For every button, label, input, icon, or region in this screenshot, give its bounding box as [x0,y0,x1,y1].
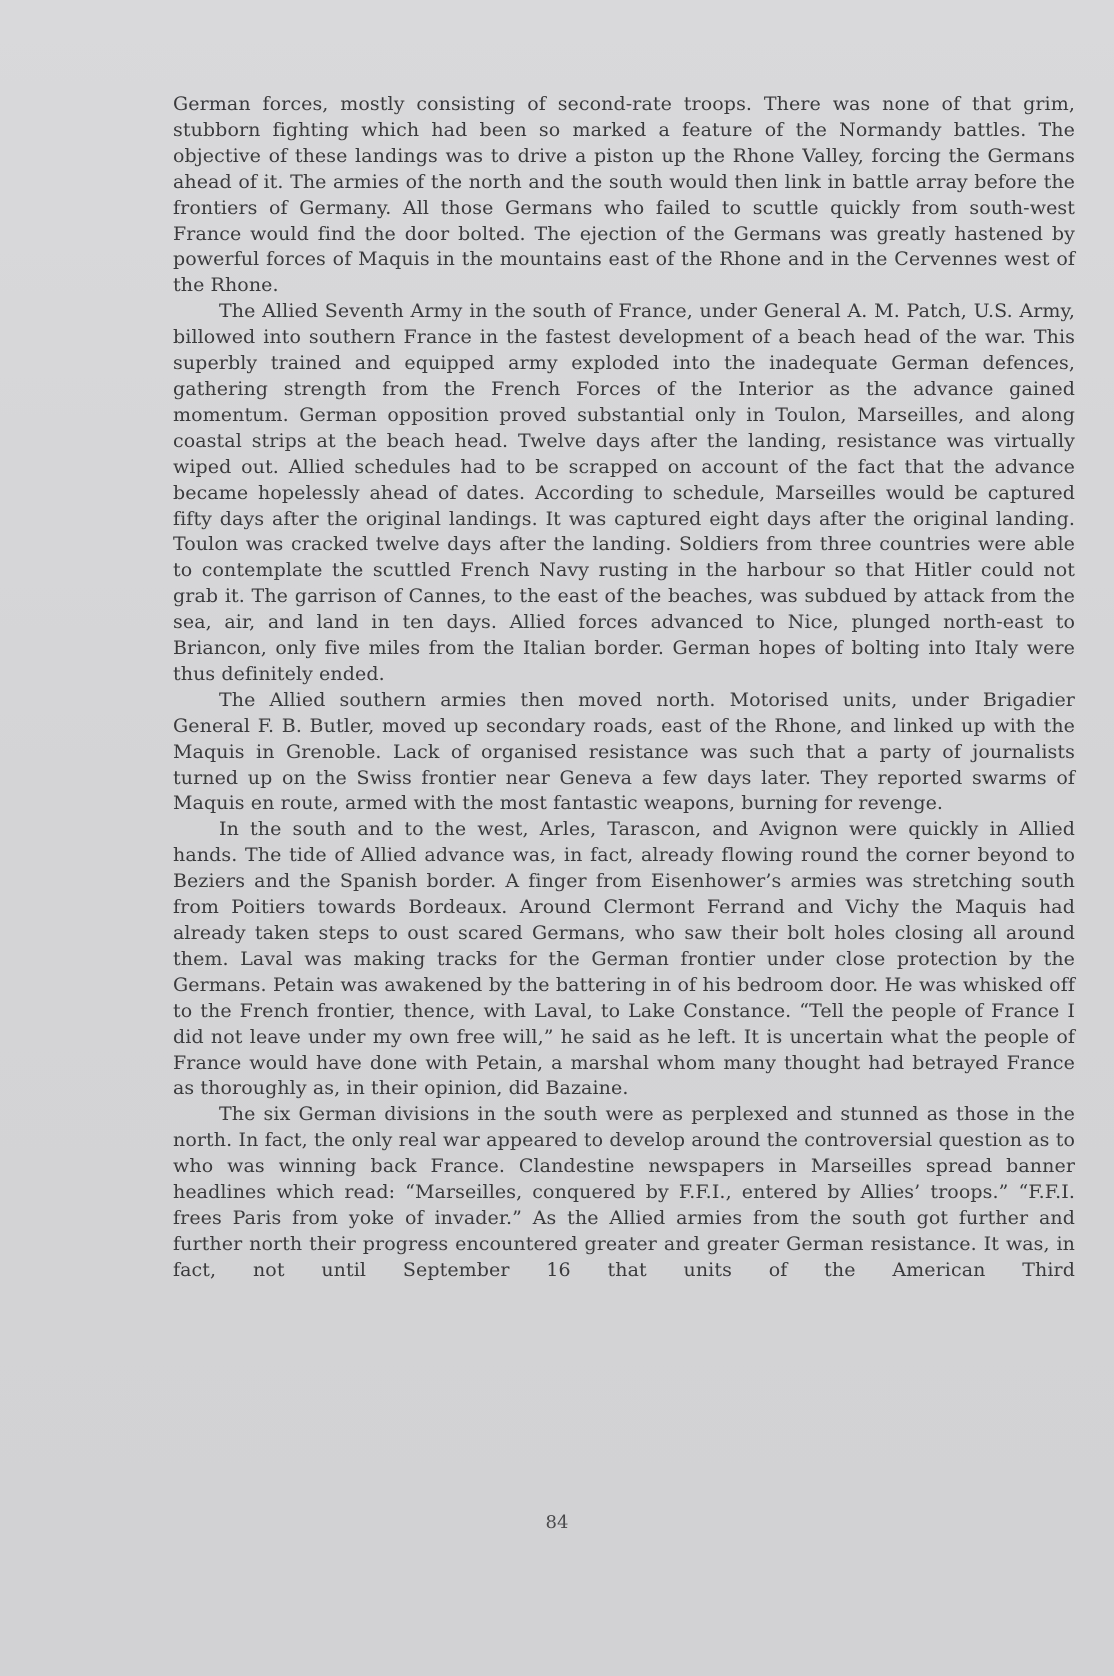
paragraph-4: In the south and to the west, Arles, Tarascon, and Avignon were quickly in Allied hands. The tide of Allied advance was, in fact, already flowing round the corner beyond to Beziers and the Spanish border. A finger from Eisenhower’s armies was stretching south from Poitiers towards Bordeaux. Around Clermont Ferrand and Vichy the Maquis had already taken steps to oust scared Germans, who saw their bolt holes closing all around them. Laval was making tracks for the German frontier under close protection by the Germans. Petain was awakened by the battering in of his bedroom door. He was whisked off to the French frontier, thence, with Laval, to Lake Constance. “Tell the people of France I did not leave under my own free will,” he said as he left. It is uncertain what the people of France would have done with Petain, a marshal whom many thought had betrayed France as thoroughly as, in their opinion, did Bazaine. [173,818,1075,1100]
page-number: 84 [545,1512,569,1533]
paragraph-3: The Allied southern armies then moved north. Motorised units, under Brigadier General F. B. Butler, moved up secondary roads, east of the Rhone, and linked up with the Maquis in Grenoble. Lack of organised resistance was such that a party of journalists turned up on the Swiss frontier near Geneva a few days later. They reported swarms of Maquis en route, armed with the most fantastic weapons, burning for revenge. [173,688,1075,815]
paragraph-1: German forces, mostly consisting of second-rate troops. There was none of that grim, stubborn fighting which had been so marked a feature of the Normandy battles. The objective of these landings was to drive a piston up the Rhone Valley, forcing the Germans ahead of it. The armies of the north and the south would then link in battle array before the frontiers of Germany. All those Germans who failed to scuttle quickly from south-west France would find the door bolted. The ejection of the Germans was greatly hastened by powerful forces of Maquis in the mountains east of the Rhone and in the Cervennes west of the Rhone. [173,93,1075,297]
body-text [173,92,1075,1284]
paragraph-5: The six German divisions in the south were as perplexed and stunned as those in the north. In fact, the only real war appeared to develop around the controversial question as to who was winning back France. Clandestine newspapers in Marseilles spread banner headlines which read: “Marseilles, conquered by F.F.I., entered by Allies’ troops.” “F.F.I. frees Paris from yoke of invader.” As the Allied armies from the south got further and further north their progress encountered greater and greater German resistance. It was, in fact, not until September 16 that units of the American Third [173,1103,1075,1281]
paragraph-2: The Allied Seventh Army in the south of France, under General A. M. Patch, U.S. Army, billowed into southern France in the fastest development of a beach head of the war. This superbly trained and equipped army exploded into the inadequate German defences, gathering strength from the French Forces of the Interior as the advance gained momentum. German opposition proved substantial only in Toulon, Marseilles, and along coastal strips at the beach head. Twelve days after the landing, resistance was virtually wiped out. Allied schedules had to be scrapped on account of the fact that the advance became hopelessly ahead of dates. According to schedule, Marseilles would be captured fifty days after the original landings. It was captured eight days after the original landing. Toulon was cracked twelve days after the landing. Soldiers from three countries were able to contemplate the scuttled French Navy rusting in the harbour so that Hitler could not grab it. The garrison of Cannes, to the east of the beaches, was subdued by attack from the sea, air, and land in ten days. Allied forces advanced to Nice, plunged north-east to Briancon, only five miles from the Italian border. German hopes of bolting into Italy were thus definitely ended. [173,300,1075,685]
